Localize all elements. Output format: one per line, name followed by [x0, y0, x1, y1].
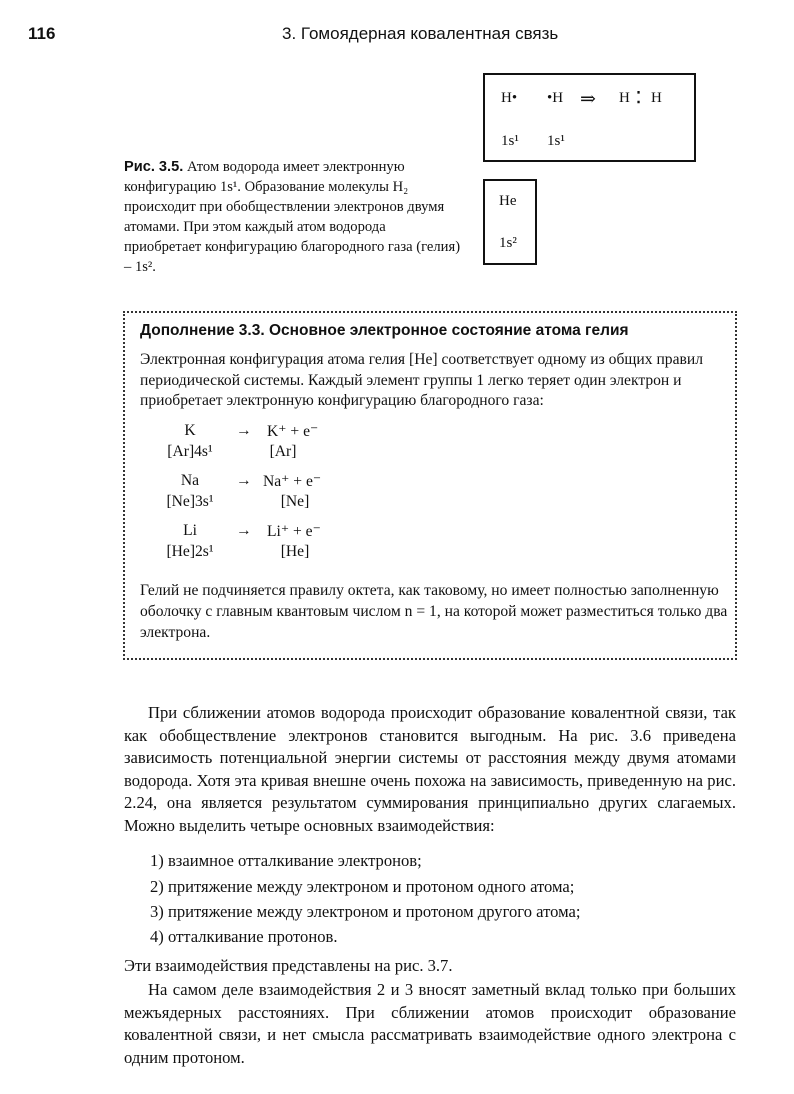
- reaction-element: Li: [183, 522, 197, 539]
- reaction-ion: K⁺ + e⁻: [267, 423, 319, 440]
- molecule-atom-left: H: [619, 90, 630, 106]
- final-paragraph: [124, 979, 736, 1069]
- supplement-title: Дополнение 3.3. Основное электронное состояние атома гелия: [140, 322, 629, 339]
- helium-config: 1s²: [499, 235, 517, 251]
- reaction-element: K: [184, 422, 196, 439]
- caption-text: Атом водорода имеет электронную конфигурацию 1s¹. Образование молекулы H₂ происходит при обобществлении электронов двумя атомами. При этом каждый атом водорода приобретает конфигурацию благородного газа (гелия) – 1s².: [124, 159, 461, 275]
- reaction-ion-config: [He]: [280, 543, 310, 560]
- hydrogen-atom-left: H•: [501, 90, 518, 106]
- reaction-config: [Ar]4s¹: [167, 443, 213, 460]
- helium-symbol: He: [499, 193, 517, 209]
- reaction-ion: Li⁺ + e⁻: [267, 523, 321, 540]
- figure-caption: [124, 157, 464, 277]
- list-item: 3) притяжение между электроном и протоном другого атома;: [150, 902, 581, 921]
- supplement-intro: Электронная конфигурация атома гелия [He] соответствует одному из общих правил периодической системы. Каждый элемент группы 1 легко теряет один электрон и приобретает электронную конфигурацию благородного газа:: [140, 351, 704, 409]
- final-paragraph-text: На самом деле взаимодействия 2 и 3 вносят заметный вклад только при больших межъядерных расстояниях. При сближении атомов происходит образование ковалентной связи, и нет смысла рассматривать взаимодействие одного электрона с одним протоном.: [124, 980, 736, 1067]
- caption-label: Рис. 3.5.: [124, 159, 184, 175]
- list-item: 1) взаимное отталкивание электронов;: [150, 851, 422, 870]
- reaction-arrow-icon: →: [236, 522, 252, 539]
- reaction-ion-config: [Ar]: [269, 443, 297, 460]
- main-paragraph-text: При сближении атомов водорода происходит образование ковалентной связи, так как обобществление электронов становится выгодным. На рис. 3.6 приведена зависимость потенциальной энергии системы от расстояния между двумя атомами водорода. Хотя эта кривая внешне очень похожа на зависимость, приведенную на рис. 2.24, она является результатом суммирования принципиально других слагаемых. Можно выделить четыре основных взаимодействия:: [124, 703, 736, 835]
- helium-box: [483, 179, 537, 265]
- electron-pair-icon: ⁚: [636, 90, 642, 107]
- hydrogen-atom-right: •H: [547, 90, 564, 106]
- h2-formation-box: [483, 73, 696, 162]
- reaction-config: [He]2s¹: [166, 543, 214, 560]
- molecule-atom-right: H: [651, 90, 662, 106]
- reaction-element: Na: [180, 472, 200, 489]
- config-right: 1s¹: [547, 133, 565, 149]
- list-item: 2) притяжение между электроном и протоном одного атома;: [150, 877, 575, 896]
- reaction-arrow-icon: →: [236, 422, 252, 439]
- running-head: 3. Гомоядерная ковалентная связь: [282, 24, 559, 43]
- supplement-note: Гелий не подчиняется правилу октета, как таковому, но имеет полностью заполненную оболочку с главным квантовым числом n = 1, на которой может разместиться только два электрона.: [140, 582, 728, 641]
- reaction-ion: Na⁺ + e⁻: [263, 473, 322, 490]
- double-arrow-icon: ⇒: [580, 89, 596, 110]
- config-left: 1s¹: [501, 133, 519, 149]
- page-number: 116: [28, 24, 56, 43]
- main-paragraph: [124, 702, 736, 837]
- reaction-config: [Ne]3s¹: [166, 493, 214, 510]
- interactions-reference: Эти взаимодействия представлены на рис. 3.7.: [124, 956, 453, 975]
- list-item: 4) отталкивание протонов.: [150, 927, 338, 946]
- reaction-arrow-icon: →: [236, 472, 252, 489]
- reaction-ion-config: [Ne]: [280, 493, 310, 510]
